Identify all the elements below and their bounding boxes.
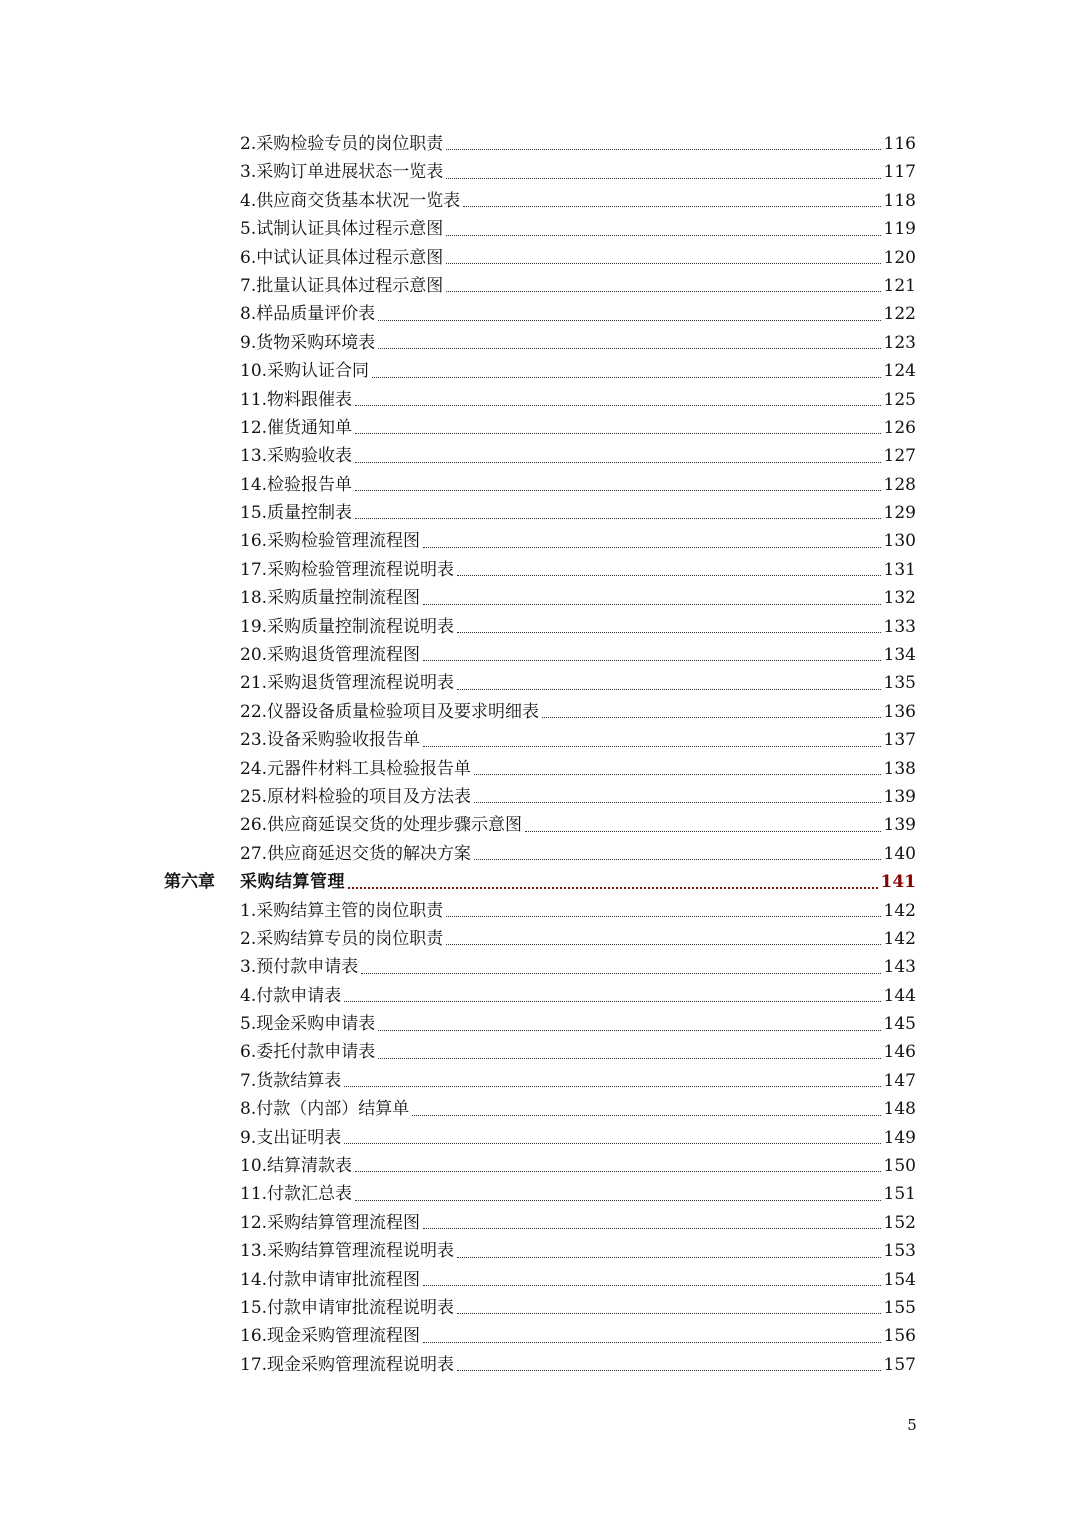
toc-entry-page-number: 144 bbox=[883, 985, 916, 1006]
toc-entry-title: 15.付款申请审批流程说明表 bbox=[240, 1298, 455, 1318]
toc-entry-page-number: 137 bbox=[883, 730, 916, 751]
toc-entry-title: 4.付款申请表 bbox=[240, 985, 342, 1006]
toc-entry-page-number: 150 bbox=[883, 1156, 916, 1177]
toc-entry[interactable] bbox=[164, 556, 916, 584]
toc-entry[interactable] bbox=[164, 897, 916, 925]
dot-leader bbox=[423, 1228, 881, 1229]
dot-leader bbox=[446, 944, 880, 945]
toc-entry-title: 13.采购结算管理流程说明表 bbox=[240, 1241, 455, 1262]
toc-entry-title: 2.采购结算专员的岗位职责 bbox=[240, 928, 444, 949]
toc-entry-page-number: 154 bbox=[883, 1269, 916, 1290]
dot-leader bbox=[474, 774, 881, 775]
toc-entry-page-number: 157 bbox=[883, 1354, 916, 1375]
toc-entry-page-number: 127 bbox=[883, 446, 916, 467]
dot-leader bbox=[457, 1313, 881, 1314]
toc-entry-title: 27.供应商延迟交货的解决方案 bbox=[240, 843, 472, 864]
toc-entry[interactable] bbox=[164, 1266, 916, 1294]
toc-entry[interactable] bbox=[164, 1095, 916, 1123]
toc-entry-title: 11.付款汇总表 bbox=[240, 1184, 353, 1205]
page-number-footer: 5 bbox=[907, 1416, 917, 1434]
toc-entry-title: 16.现金采购管理流程图 bbox=[240, 1326, 421, 1347]
toc-entry[interactable] bbox=[164, 698, 916, 726]
toc-entry[interactable] bbox=[164, 187, 916, 215]
toc-entry-page-number: 155 bbox=[883, 1298, 916, 1318]
toc-entry-title: 5.试制认证具体过程示意图 bbox=[240, 219, 444, 240]
toc-entry-page-number: 132 bbox=[883, 588, 916, 609]
toc-entry-page-number: 124 bbox=[883, 361, 916, 382]
dot-leader bbox=[361, 973, 880, 974]
toc-entry-page-number: 147 bbox=[883, 1070, 916, 1091]
dot-leader bbox=[542, 717, 881, 718]
toc-entry-page-number: 140 bbox=[883, 843, 916, 864]
toc-entry[interactable] bbox=[164, 925, 916, 953]
dot-leader bbox=[457, 1370, 881, 1371]
toc-entry-page-number: 118 bbox=[883, 190, 916, 211]
toc-entry[interactable] bbox=[164, 527, 916, 555]
toc-entry[interactable] bbox=[164, 357, 916, 385]
dot-leader bbox=[344, 1001, 880, 1002]
toc-entry-page-number: 139 bbox=[883, 786, 916, 807]
toc-entry-page-number: 116 bbox=[883, 133, 916, 154]
toc-entry[interactable] bbox=[164, 130, 916, 158]
toc-entry[interactable] bbox=[164, 755, 916, 783]
toc-entry-page-number: 149 bbox=[883, 1127, 916, 1148]
toc-entry-title: 11.物料跟催表 bbox=[240, 389, 353, 410]
toc-entry[interactable] bbox=[164, 726, 916, 754]
toc-entry[interactable] bbox=[164, 840, 916, 868]
toc-entry-page-number: 143 bbox=[883, 957, 916, 978]
dot-leader bbox=[446, 291, 880, 292]
toc-entry-title: 15.质量控制表 bbox=[240, 503, 353, 524]
toc-entry-title: 20.采购退货管理流程图 bbox=[240, 645, 421, 666]
toc-entry-title: 25.原材料检验的项目及方法表 bbox=[240, 786, 472, 807]
toc-entry[interactable] bbox=[164, 1180, 916, 1208]
dot-leader bbox=[423, 1285, 881, 1286]
toc-entries-section-b bbox=[164, 897, 916, 1380]
toc-entry-title: 3.预付款申请表 bbox=[240, 957, 359, 978]
toc-entry-title: 5.现金采购申请表 bbox=[240, 1014, 376, 1035]
toc-entry[interactable] bbox=[164, 158, 916, 186]
dot-leader bbox=[457, 632, 881, 633]
toc-entry-title: 14.检验报告单 bbox=[240, 474, 353, 495]
dot-leader bbox=[457, 575, 881, 576]
dot-leader bbox=[378, 320, 880, 321]
toc-entry-title: 7.批量认证具体过程示意图 bbox=[240, 275, 444, 296]
toc-entry-page-number: 142 bbox=[883, 928, 916, 949]
toc-entry[interactable] bbox=[164, 953, 916, 981]
dot-leader bbox=[344, 1086, 880, 1087]
toc-entry-page-number: 136 bbox=[883, 701, 916, 722]
toc-entry-title: 17.现金采购管理流程说明表 bbox=[240, 1354, 455, 1375]
toc-entry-page-number: 142 bbox=[883, 900, 916, 921]
toc-entry[interactable] bbox=[164, 584, 916, 612]
dot-leader bbox=[378, 348, 880, 349]
dot-leader bbox=[423, 604, 881, 605]
dot-leader bbox=[355, 405, 881, 406]
toc-entry[interactable] bbox=[164, 329, 916, 357]
toc-entry-page-number: 125 bbox=[883, 389, 916, 410]
toc-entry[interactable] bbox=[164, 300, 916, 328]
toc-entry-page-number: 128 bbox=[883, 474, 916, 495]
dot-leader bbox=[446, 916, 880, 917]
dot-leader bbox=[344, 1143, 880, 1144]
toc-entry[interactable] bbox=[164, 1152, 916, 1180]
toc-entry-title: 6.委托付款申请表 bbox=[240, 1042, 376, 1063]
toc-entry[interactable] bbox=[164, 414, 916, 442]
dot-leader bbox=[474, 802, 881, 803]
dot-leader bbox=[412, 1115, 880, 1116]
toc-entry-page-number: 130 bbox=[883, 531, 916, 552]
toc-entry[interactable] bbox=[164, 244, 916, 272]
toc-entry[interactable] bbox=[164, 471, 916, 499]
toc-entry-page-number: 134 bbox=[883, 645, 916, 666]
toc-entry-page-number: 121 bbox=[883, 275, 916, 296]
toc-entry-title: 1.采购结算主管的岗位职责 bbox=[240, 900, 444, 921]
toc-entry-title: 7.货款结算表 bbox=[240, 1070, 342, 1091]
toc-entry[interactable] bbox=[164, 1322, 916, 1350]
toc-entry-page-number: 129 bbox=[883, 503, 916, 524]
toc-entry-page-number: 135 bbox=[883, 673, 916, 694]
toc-entry[interactable] bbox=[164, 613, 916, 641]
chapter-page-number: 141 bbox=[880, 872, 916, 893]
toc-entry[interactable] bbox=[164, 783, 916, 811]
toc-entry-title: 12.采购结算管理流程图 bbox=[240, 1212, 421, 1233]
dot-leader bbox=[446, 235, 880, 236]
dot-leader bbox=[378, 1058, 880, 1059]
toc-entry[interactable] bbox=[164, 1351, 916, 1379]
dot-leader bbox=[446, 178, 880, 179]
dot-leader bbox=[423, 547, 881, 548]
toc-entry-title: 10.结算清款表 bbox=[240, 1156, 353, 1177]
toc-entry[interactable] bbox=[164, 1010, 916, 1038]
toc-entry-page-number: 151 bbox=[883, 1184, 916, 1205]
toc-entry[interactable] bbox=[164, 272, 916, 300]
toc-entry-title: 8.样品质量评价表 bbox=[240, 304, 376, 325]
toc-entry-page-number: 131 bbox=[883, 559, 916, 580]
toc-entry-page-number: 152 bbox=[883, 1212, 916, 1233]
toc-entries-section-a bbox=[164, 130, 916, 868]
chapter-title: 采购结算管理 bbox=[240, 872, 345, 893]
toc-entry-title: 26.供应商延误交货的处理步骤示意图 bbox=[240, 815, 523, 836]
toc-entry-page-number: 146 bbox=[883, 1042, 916, 1063]
toc-entry-title: 10.采购认证合同 bbox=[240, 361, 370, 382]
toc-entry-title: 21.采购退货管理流程说明表 bbox=[240, 673, 455, 694]
toc-entry-title: 9.支出证明表 bbox=[240, 1127, 342, 1148]
toc-entry-title: 2.采购检验专员的岗位职责 bbox=[240, 133, 444, 154]
toc-entry-page-number: 119 bbox=[883, 219, 916, 240]
toc-entry-page-number: 123 bbox=[883, 332, 916, 353]
toc-entry-page-number: 145 bbox=[883, 1014, 916, 1035]
dot-leader bbox=[348, 887, 878, 889]
toc-entry-title: 17.采购检验管理流程说明表 bbox=[240, 559, 455, 580]
toc-entry-title: 18.采购质量控制流程图 bbox=[240, 588, 421, 609]
toc-chapter-row[interactable] bbox=[164, 868, 916, 896]
toc-entry[interactable] bbox=[164, 811, 916, 839]
toc-entry[interactable] bbox=[164, 641, 916, 669]
toc-entry-title: 19.采购质量控制流程说明表 bbox=[240, 616, 455, 637]
toc-entry-page-number: 133 bbox=[883, 616, 916, 637]
toc-entry-title: 8.付款（内部）结算单 bbox=[240, 1099, 410, 1120]
toc-entry-title: 13.采购验收表 bbox=[240, 446, 353, 467]
toc-entry-title: 22.仪器设备质量检验项目及要求明细表 bbox=[240, 701, 540, 722]
toc-entry-page-number: 122 bbox=[883, 304, 916, 325]
toc-entry-title: 3.采购订单进展状态一览表 bbox=[240, 162, 444, 183]
toc-entry-page-number: 117 bbox=[883, 162, 916, 183]
dot-leader bbox=[355, 1171, 881, 1172]
toc-entry-page-number: 120 bbox=[883, 247, 916, 268]
dot-leader bbox=[423, 1342, 881, 1343]
toc-entry-title: 4.供应商交货基本状况一览表 bbox=[240, 190, 461, 211]
toc-entry[interactable] bbox=[164, 442, 916, 470]
toc-entry[interactable] bbox=[164, 1209, 916, 1237]
toc-entry[interactable] bbox=[164, 1124, 916, 1152]
toc-entry-page-number: 126 bbox=[883, 417, 916, 438]
toc-entry[interactable] bbox=[164, 215, 916, 243]
dot-leader bbox=[378, 1030, 880, 1031]
dot-leader bbox=[355, 518, 881, 519]
dot-leader bbox=[355, 433, 881, 434]
dot-leader bbox=[355, 490, 881, 491]
toc-entry-title: 16.采购检验管理流程图 bbox=[240, 531, 421, 552]
dot-leader bbox=[474, 859, 881, 860]
toc-entry-title: 14.付款申请审批流程图 bbox=[240, 1269, 421, 1290]
toc-entry-page-number: 139 bbox=[883, 815, 916, 836]
chapter-label: 第六章 bbox=[164, 872, 215, 893]
toc-entry-page-number: 148 bbox=[883, 1099, 916, 1120]
toc-entry[interactable] bbox=[164, 386, 916, 414]
toc-entry-page-number: 138 bbox=[883, 758, 916, 779]
dot-leader bbox=[423, 746, 881, 747]
dot-leader bbox=[355, 462, 881, 463]
dot-leader bbox=[457, 689, 881, 690]
table-of-contents bbox=[164, 130, 916, 1379]
toc-entry[interactable] bbox=[164, 1039, 916, 1067]
toc-entry[interactable] bbox=[164, 1067, 916, 1095]
toc-entry-title: 23.设备采购验收报告单 bbox=[240, 730, 421, 751]
dot-leader bbox=[525, 831, 881, 832]
dot-leader bbox=[372, 377, 881, 378]
toc-entry[interactable] bbox=[164, 1237, 916, 1265]
toc-entry-page-number: 153 bbox=[883, 1241, 916, 1262]
toc-entry-title: 9.货物采购环境表 bbox=[240, 332, 376, 353]
dot-leader bbox=[423, 660, 881, 661]
dot-leader bbox=[446, 263, 880, 264]
toc-entry[interactable] bbox=[164, 669, 916, 697]
dot-leader bbox=[355, 1200, 881, 1201]
toc-entry[interactable] bbox=[164, 982, 916, 1010]
toc-entry[interactable] bbox=[164, 499, 916, 527]
dot-leader bbox=[446, 149, 880, 150]
dot-leader bbox=[463, 206, 880, 207]
toc-entry-page-number: 156 bbox=[883, 1326, 916, 1347]
dot-leader bbox=[457, 1257, 881, 1258]
toc-entry[interactable] bbox=[164, 1294, 916, 1322]
toc-entry-title: 12.催货通知单 bbox=[240, 417, 353, 438]
toc-entry-title: 24.元器件材料工具检验报告单 bbox=[240, 758, 472, 779]
toc-entry-title: 6.中试认证具体过程示意图 bbox=[240, 247, 444, 268]
